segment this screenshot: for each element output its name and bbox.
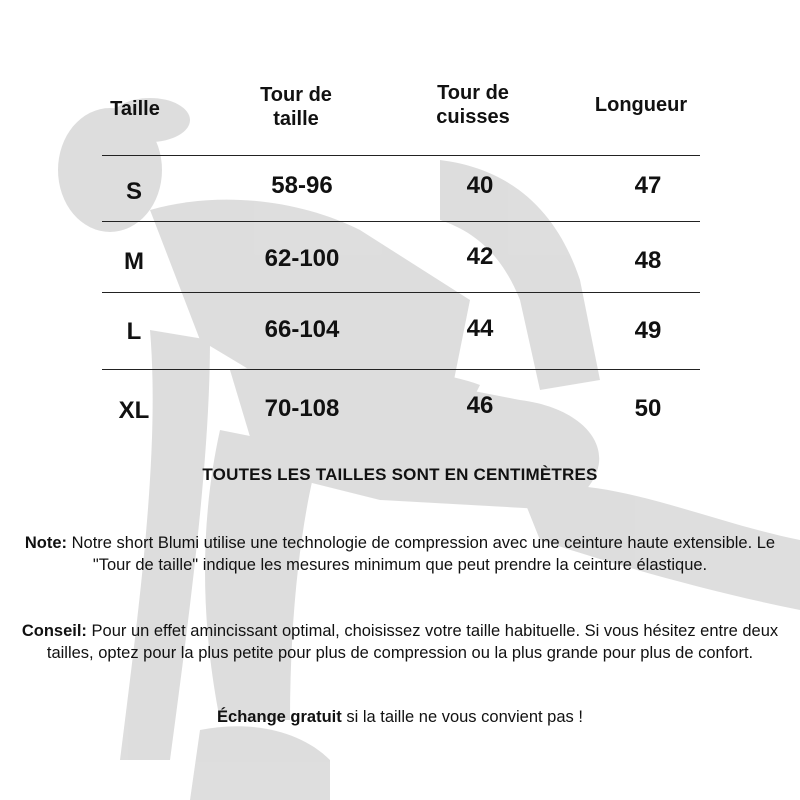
waist-cell: 58-96 [271, 172, 333, 199]
header-length: Longueur [594, 94, 688, 116]
thigh-cell: 40 [466, 172, 494, 199]
size-cell: S [125, 178, 142, 205]
length-cell: 48 [634, 247, 662, 274]
table-divider [102, 155, 700, 156]
table-divider [102, 369, 700, 370]
table-divider [102, 221, 700, 222]
note-label: Note: [24, 534, 68, 552]
header-thigh-line1: Tour de [437, 82, 509, 104]
table-divider [102, 292, 700, 293]
length-cell: 47 [634, 172, 662, 199]
header-waist [226, 83, 366, 131]
length-cell: 49 [634, 317, 662, 344]
waist-cell: 62-100 [264, 245, 340, 272]
units-note: TOUTES LES TAILLES SONT EN CENTIMÈTRES [202, 465, 598, 484]
header-thigh [403, 81, 543, 129]
header-waist-line1: Tour de [260, 84, 332, 106]
size-cell: L [126, 318, 142, 345]
thigh-cell: 46 [466, 392, 494, 419]
size-cell: XL [118, 397, 150, 424]
exchange-text: si la taille ne vous convient pas ! [341, 708, 583, 726]
tip-paragraph [20, 621, 780, 664]
header-thigh-line2: cuisses [436, 106, 510, 128]
tip-text: Pour un effet amincissant optimal, choisissez votre taille habituelle. Si vous hésitez entre deux tailles, optez pour la plus petite pour plus de compression ou la plus grande pour plus de confort. [46, 622, 779, 662]
thigh-cell: 44 [466, 315, 494, 342]
waist-cell: 66-104 [264, 316, 340, 343]
header-size: Taille [110, 98, 160, 120]
note-text: Notre short Blumi utilise une technologie de compression avec une ceinture haute extensible. Le "Tour de taille" indique les mesures minimum que peut prendre la ceinture élastique. [67, 534, 776, 574]
header-waist-line2: taille [273, 108, 319, 130]
note-paragraph [20, 533, 780, 576]
length-cell: 50 [634, 395, 662, 422]
waist-cell: 70-108 [264, 395, 340, 422]
exchange-paragraph [20, 707, 780, 729]
size-cell: M [124, 248, 144, 275]
exchange-label: Échange gratuit [217, 708, 342, 726]
thigh-cell: 42 [466, 243, 494, 270]
tip-label: Conseil: [21, 622, 87, 640]
